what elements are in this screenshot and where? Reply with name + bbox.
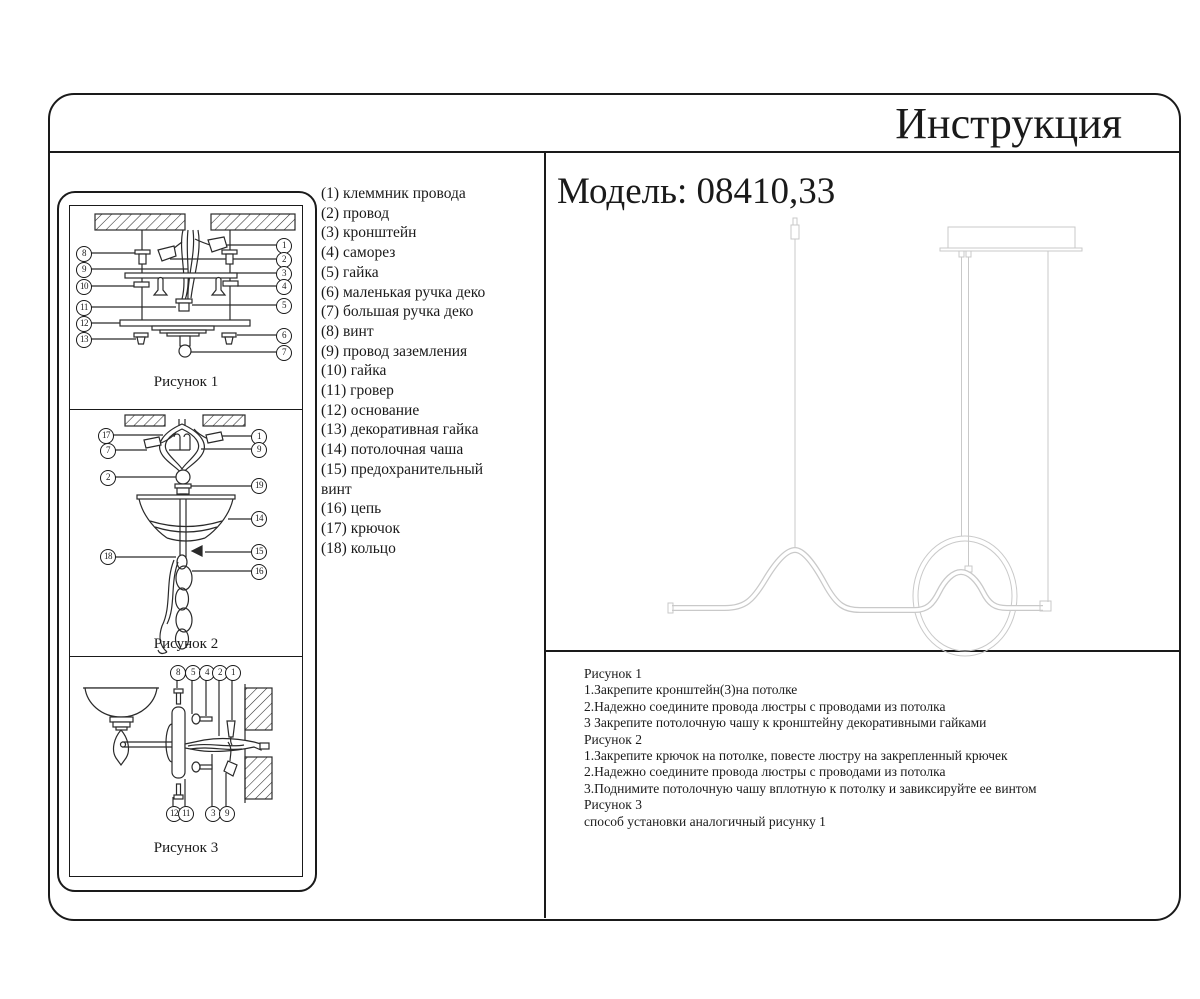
parts-list-item: (11) гровер: [321, 382, 394, 400]
parts-list-item: (13) декоративная гайка: [321, 421, 479, 439]
callout-8: 8: [76, 246, 92, 262]
callout-19: 19: [251, 478, 267, 494]
parts-list: [321, 184, 517, 558]
callout-9: 9: [76, 262, 92, 278]
parts-list-item: (6) маленькая ручка деко: [321, 283, 486, 301]
parts-list-item: (7) большая ручка деко: [321, 303, 474, 321]
instruction-line: 3.Поднимите потолочную чашу вплотную к потолку и завиксируйте ее винтом: [584, 780, 1037, 796]
callout-9: 9: [219, 806, 235, 822]
instruction-line: Рисунок 3: [584, 797, 642, 813]
callout-1: 1: [276, 238, 292, 254]
callout-12: 12: [76, 316, 92, 332]
parts-list-item: (5) гайка: [321, 263, 379, 281]
figure-1: [70, 206, 302, 409]
instruction-line: 2.Надежно соедините провода люстры с проводами из потолка: [584, 698, 946, 714]
figure1-caption: Рисунок 1: [153, 374, 219, 390]
figures-panel-inner: [69, 205, 303, 877]
callout-11: 11: [178, 806, 194, 822]
parts-list-item: (15) предохранительный винт: [321, 460, 484, 498]
figure-3: [70, 656, 302, 876]
instruction-line: 1.Закрепите крючок на потолке, повесте люстру на закрепленный крючек: [584, 748, 1008, 764]
instruction-line: Рисунок 2: [584, 731, 642, 747]
callout-14: 14: [251, 511, 267, 527]
callout-1: 1: [225, 665, 241, 681]
callout-7: 7: [100, 443, 116, 459]
parts-list-item: (17) крючок: [321, 519, 401, 537]
figure-2: [70, 409, 302, 656]
instruction-line: 1.Закрепите кронштейн(3)на потолке: [584, 682, 798, 698]
parts-list-item: (4) саморез: [321, 244, 396, 262]
instruction-line: Рисунок 1: [584, 666, 642, 681]
figure3-caption: Рисунок 3: [153, 840, 219, 856]
callout-7: 7: [276, 345, 292, 361]
callout-10: 10: [76, 279, 92, 295]
callout-4: 4: [276, 279, 292, 295]
callout-8: 8: [170, 665, 186, 681]
callout-6: 6: [276, 328, 292, 344]
instruction-line: способ установки аналогичный рисунку 1: [584, 813, 826, 829]
callout-4: 4: [199, 665, 215, 681]
instruction-line: 3 Закрепите потолочную чашу к кронштейну декоративными гайками: [584, 715, 987, 731]
figures-panel: [57, 191, 317, 892]
instruction-line: 2.Надежно соедините провода люстры с проводами из потолка: [584, 764, 946, 780]
callout-5: 5: [276, 298, 292, 314]
callout-16: 16: [251, 564, 267, 580]
parts-list-item: (1) клеммник провода: [321, 185, 466, 202]
parts-list-item: (12) основание: [321, 401, 420, 419]
callout-15: 15: [251, 544, 267, 560]
assembly-instructions: [584, 666, 1174, 830]
parts-list-item: (14) потолочная чаша: [321, 441, 464, 459]
model-label: Модель: 08410,33: [557, 171, 836, 212]
callout-12: 12: [166, 806, 182, 822]
parts-list-item: (10) гайка: [321, 362, 387, 380]
callout-17: 17: [98, 428, 114, 444]
callout-5: 5: [185, 665, 201, 681]
callout-2: 2: [212, 665, 228, 681]
parts-list-item: (3) кронштейн: [321, 224, 417, 242]
callout-9: 9: [251, 442, 267, 458]
parts-list-item: (8) винт: [321, 322, 374, 340]
callout-1: 1: [251, 429, 267, 445]
parts-list-item: (2) провод: [321, 204, 390, 222]
figure2-caption: Рисунок 2: [153, 636, 219, 652]
callout-11: 11: [76, 300, 92, 316]
product-drawing-area: [545, 152, 1181, 664]
page-title: Инструкция: [895, 99, 1122, 148]
callout-2: 2: [100, 470, 116, 486]
callout-3: 3: [205, 806, 221, 822]
callout-3: 3: [276, 266, 292, 282]
pendant-lamp-drawing: [545, 152, 1181, 664]
parts-list-item: (16) цепь: [321, 500, 382, 518]
callout-13: 13: [76, 332, 92, 348]
callout-18: 18: [100, 549, 116, 565]
callout-2: 2: [276, 252, 292, 268]
parts-list-item: (18) кольцо: [321, 539, 396, 557]
parts-list-item: (9) провод заземления: [321, 342, 468, 360]
